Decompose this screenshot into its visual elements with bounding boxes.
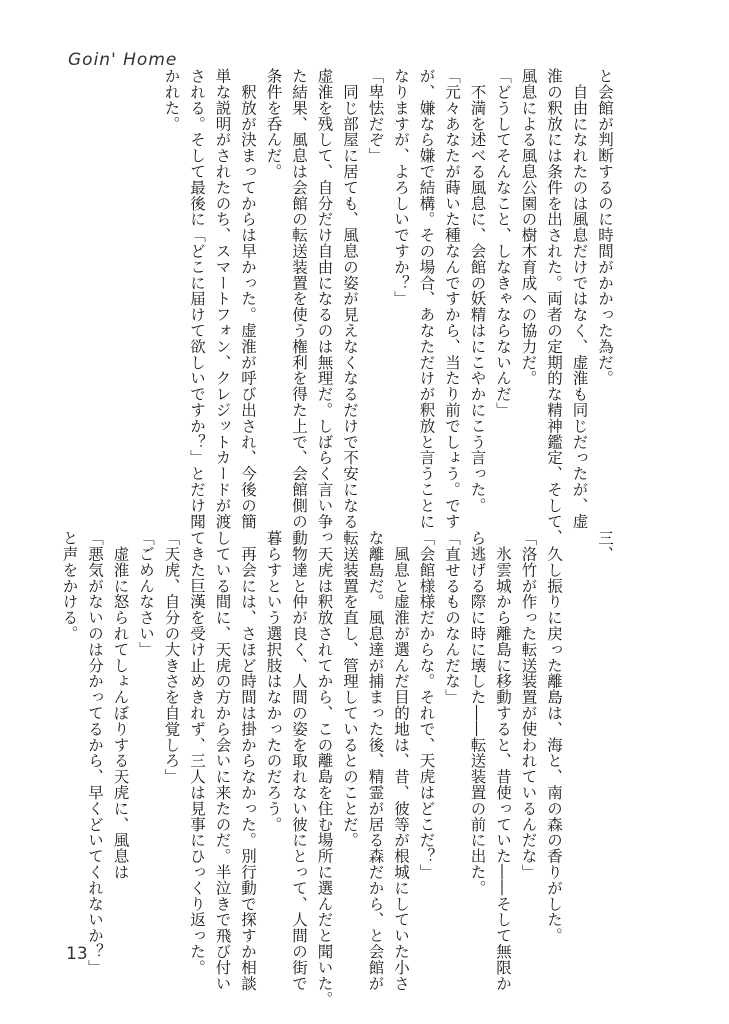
text-line: 不満を述べる風息に、会館の妖精はにこやかにこう言った。	[468, 68, 487, 514]
text-line: 風息と虚淮が選んだ目的地は、昔、彼等が根城にしていた小さ	[392, 530, 410, 992]
text-line: 風息による風息公園の樹木育成への協力だ。	[519, 68, 538, 386]
text-line: てきた巨漢を受け止めきれず、三人は見事にひっくり返った。	[188, 530, 206, 976]
text-line: 「天虎、自分の大きさを自覚しろ」	[162, 530, 181, 785]
text-line: 同じ部屋に居ても、風息の姿が見えなくなるだけで不安になる	[341, 68, 359, 530]
text-line: 自由になれたのは風息だけではなく、虚淮も同じだったが、虚	[570, 68, 589, 530]
text-line: 暮らすという選択肢はなかったのだろう。	[264, 530, 283, 833]
text-line: かれた。	[162, 68, 181, 132]
text-line: 淮の釈放には条件を出された。両者の定期的な精神鑑定、そして、	[545, 68, 563, 545]
text-line: 「元々あなたが蒔いた種なんですから、当たり前でしょう。です	[443, 68, 461, 530]
text-line: 久し振りに戻った離島は、海と、南の森の香りがした。	[545, 530, 563, 944]
text-line: 虚淮を残して、自分だけ自由になるのは無理だ。しばらく言い争っ	[315, 68, 334, 545]
text-line: 「会館様様だからな。それで、天虎はどこだ？」	[417, 530, 436, 880]
text-line: 氷雲城から離島に移動すると、昔使っていた――そして無限か	[494, 530, 512, 992]
text-line: が、嫌なら嫌で結構。その場合、あなただけが釈放と言うことに	[417, 68, 436, 530]
page-number: 13	[66, 944, 88, 964]
running-header: Goin' Home	[68, 50, 178, 70]
section-heading: 三、	[596, 530, 614, 562]
text-line: 条件を呑んだ。	[264, 68, 283, 180]
text-line: と声をかける。	[60, 530, 79, 642]
text-line: している間に、天虎の方から会いに来たのだ。半泣きで飛び付い	[213, 530, 232, 992]
text-line: な離島だ。風息達が捕まった後、精霊が居る森だから、と会館が	[366, 530, 385, 992]
text-line: 虚淮に怒られてしょんぼりする天虎に、風息は	[111, 530, 130, 880]
text-line: 「卑怯だぞ」	[366, 68, 385, 164]
text-line: 再会には、さほど時間は掛からなかった。別行動で探すか相談	[239, 530, 257, 992]
text-block-top	[162, 68, 617, 545]
blank-line	[566, 530, 592, 940]
text-line: た結果、風息は会館の転送装置を使う権利を得た上で、会館側の	[290, 68, 308, 530]
text-line: と会館が判断するのに時間がかかった為だ。	[596, 68, 614, 386]
text-line: 「ごめんなさい」	[137, 530, 155, 658]
text-line: 「直せるものなんだな」	[443, 530, 461, 705]
text-line: 「悪気がないのは分かってるから、早くどいてくれないか？」	[86, 530, 104, 976]
text-line: 天虎は釈放されてから、この離島を住む場所に選んだと聞いた。	[315, 530, 334, 1007]
text-line: 「どうしてそんなこと、しなきゃならないんだ」	[494, 68, 512, 418]
text-line: 転送装置を直し、管理しているとのことだ。	[341, 530, 359, 848]
text-line: 単な説明がされたのち、スマートフォン、クレジットカードが渡	[213, 68, 232, 530]
text-line: なりますが、よろしいですか？」	[392, 68, 410, 307]
text-line: 動物達と仲が良く、人間の姿を取れない彼にとって、人間の街で	[290, 530, 308, 992]
text-line: 「洛竹が作った転送装置が使われているんだな」	[519, 530, 538, 880]
text-line: ら逃げる際に時に壊した――転送装置の前に出た。	[468, 530, 487, 896]
text-line: される。そして最後に「どこに届けて欲しいですか？」とだけ聞	[188, 68, 206, 530]
text-line: 釈放が決まってからは早かった。虚淮が呼び出され、今後の簡	[239, 68, 257, 530]
